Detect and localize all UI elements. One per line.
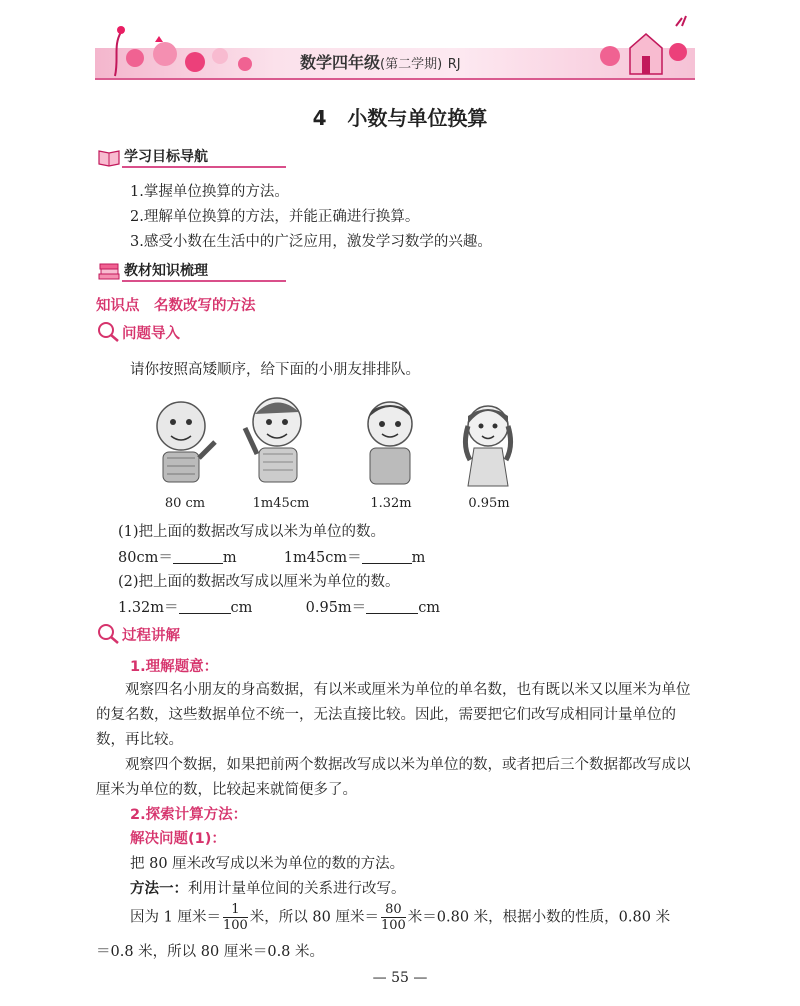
fraction: $\frac{80}{100}$ xyxy=(380,902,406,933)
kid-figure-4 xyxy=(448,396,528,492)
goal-item-3: 3.感受小数在生活中的广泛应用，激发学习数学的兴趣。 xyxy=(130,234,492,250)
fraction: $\frac{1}{100}$ xyxy=(222,902,248,933)
kid-height-2: 1m45cm xyxy=(252,496,310,511)
question-1: (1)把上面的数据改写成以米为单位的数。 xyxy=(118,524,386,540)
books-stack-icon xyxy=(96,260,122,282)
header-title: 数学四年级(第二学期) RJ xyxy=(300,53,461,72)
magnifier-icon xyxy=(96,320,120,342)
question-1-blanks: 80cm＝ m 1m45cm＝ m xyxy=(118,550,426,566)
solve-text: 把 80 厘米改写成以米为单位的数的方法。 xyxy=(130,856,405,872)
kid-height-4: 0.95m xyxy=(468,496,510,511)
answer-blank[interactable] xyxy=(179,599,231,614)
step-1-title: 1.理解题意： xyxy=(130,659,219,675)
kid-height-1: 80 cm xyxy=(164,496,206,511)
goals-heading: 学习目标导航 xyxy=(96,146,284,168)
paragraph-2: 观察四个数据，如果把前两个数据改写成以米为单位的数，或者把后三个数据都改写成以厘米为单位的数，比较起来就简便多了。 xyxy=(96,757,691,798)
paragraph-1: 观察四名小朋友的身高数据，有以米或厘米为单位的单名数，也有既以米又以厘米为单位的复名数，这些数据单位不统一，无法直接比较。因此，需要把它们改写成相同计量单位的数，再比较。 xyxy=(96,682,691,748)
flower-decoration-left xyxy=(95,18,275,80)
equation-line: 因为 1 厘米＝ $\frac{1}{100}$ 米，所以 80 厘米＝ $\frac{80}{100}$ 米＝0.80 米，根据小数的性质，0.80 米 xyxy=(130,902,671,933)
kid-height-3: 1.32m xyxy=(370,496,412,511)
book-icon xyxy=(96,146,122,168)
kid-figure-3 xyxy=(350,392,430,492)
method-line: 方法一：利用计量单位间的关系进行改写。 xyxy=(130,881,406,897)
question-2: (2)把上面的数据改写成以厘米为单位的数。 xyxy=(118,574,400,590)
question-2-blanks: 1.32m＝ cm 0.95m＝ cm xyxy=(118,600,441,616)
intro-prompt: 请你按照高矮顺序，给下面的小朋友排排队。 xyxy=(130,362,420,378)
step-2-title: 2.探索计算方法： xyxy=(130,807,248,823)
knowledge-point-title: 知识点 名数改写的方法 xyxy=(96,298,256,314)
goal-item-2: 2.理解单位换算的方法，并能正确进行换算。 xyxy=(130,209,420,225)
intro-heading: 问题导入 xyxy=(96,322,180,343)
house-decoration-right xyxy=(590,12,700,78)
kid-figure-1 xyxy=(145,392,225,492)
chapter-title: 4 小数与单位换算 xyxy=(312,106,488,130)
knowledge-heading: 教材知识梳理 xyxy=(96,260,284,282)
magnifier-icon xyxy=(96,622,120,644)
process-heading: 过程讲解 xyxy=(96,624,180,645)
answer-blank[interactable] xyxy=(366,599,418,614)
answer-blank[interactable] xyxy=(362,549,412,564)
answer-blank[interactable] xyxy=(173,549,223,564)
equation-conclusion: ＝0.8 米，所以 80 厘米＝0.8 米。 xyxy=(96,944,325,960)
page-number: — 55 — xyxy=(372,970,428,986)
goal-item-1: 1.掌握单位换算的方法。 xyxy=(130,184,289,200)
solve-title: 解决问题(1)： xyxy=(130,831,226,847)
kid-figure-2 xyxy=(235,388,315,492)
